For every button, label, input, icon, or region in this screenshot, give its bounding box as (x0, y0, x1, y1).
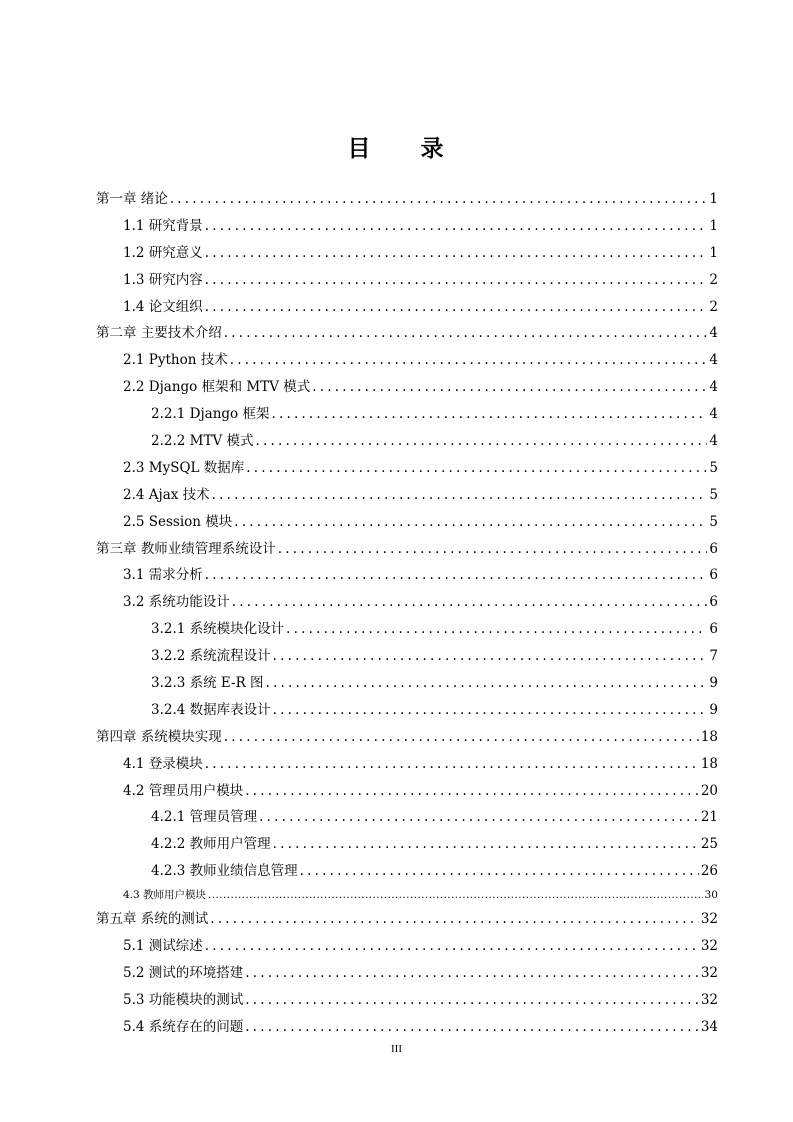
toc-entry[interactable] (96, 643, 718, 670)
toc-entry-label: 2.3 MySQL 数据库 (123, 459, 245, 476)
toc-leader-dots (245, 987, 699, 1014)
toc-entry-label: 3.2.4 数据库表设计 (151, 701, 271, 718)
toc-entry-label: 5.1 测试综述 (123, 938, 203, 955)
toc-entry-label: 3.2.3 系统 E-R 图 (151, 675, 264, 692)
toc-entry-label: 第三章 教师业绩管理系统设计 (96, 540, 276, 557)
toc-entry-page: 5 (709, 459, 718, 476)
toc-entry-label: 2.2.2 MTV 模式 (151, 433, 254, 450)
toc-entry-page: 1 (709, 191, 718, 207)
toc-leader-dots (273, 643, 707, 670)
toc-leader-dots (205, 933, 699, 960)
toc-title-right: 录 (420, 136, 446, 162)
toc-entry-page: 2 (709, 298, 718, 315)
toc-entry-label: 5.4 系统存在的问题 (123, 1018, 244, 1035)
toc-entry-label: 第二章 主要技术介绍 (96, 325, 222, 342)
toc-entry-page: 4 (709, 433, 718, 450)
toc-leader-dots (259, 804, 699, 831)
toc-entry-page: 30 (704, 889, 718, 902)
toc-entry[interactable] (96, 804, 718, 831)
toc-entry-page: 18 (700, 728, 718, 745)
toc-entry-label: 第四章 系统模块实现 (96, 728, 222, 745)
toc-entry[interactable] (96, 670, 718, 697)
toc-leader-dots (256, 428, 707, 455)
toc-entry[interactable] (96, 987, 718, 1014)
toc-entry-label: 4.2.3 教师业绩信息管理 (151, 863, 298, 880)
toc-leader-dots (266, 670, 707, 697)
toc-entry-page: 18 (700, 755, 718, 772)
toc-entry-label: 1.1 研究背景 (123, 217, 203, 234)
toc-entry-page: 20 (700, 782, 718, 799)
toc-entry-page: 34 (700, 1018, 718, 1035)
toc-entry-label: 3.2.2 系统流程设计 (151, 648, 271, 665)
toc-entry-label: 1.2 研究意义 (123, 244, 203, 261)
toc-title (0, 130, 793, 163)
toc-entry[interactable] (96, 267, 718, 294)
toc-entry[interactable] (96, 320, 718, 347)
toc-entry[interactable] (96, 401, 718, 428)
toc-entry-page: 4 (709, 325, 718, 342)
toc-entry-label: 3.2.1 系统模块化设计 (151, 621, 285, 638)
toc-leader-dots (312, 374, 707, 401)
toc-entry-label: 第五章 系统的测试 (96, 911, 209, 928)
toc-entry-label: 2.2 Django 框架和 MTV 模式 (123, 379, 311, 396)
toc-entry-page: 2 (709, 271, 718, 288)
toc-entry-page: 6 (709, 594, 718, 611)
toc-leader-dots (205, 213, 707, 240)
toc-entry-page: 7 (709, 648, 718, 665)
toc-leader-dots (212, 482, 707, 509)
toc-entry[interactable] (96, 960, 718, 987)
toc-leader-dots (224, 724, 699, 751)
toc-entry-label: 4.2.1 管理员管理 (151, 809, 258, 826)
toc-entry[interactable] (96, 455, 718, 482)
toc-entry-page: 6 (709, 540, 718, 557)
toc-leader-dots (224, 320, 707, 347)
toc-entry[interactable] (96, 589, 718, 616)
toc-entry-label: 2.1 Python 技术 (123, 352, 228, 369)
toc-entry[interactable] (96, 213, 718, 240)
toc-entry-label: 3.2 系统功能设计 (123, 594, 230, 611)
toc-entry-page: 21 (700, 809, 718, 826)
toc-leader-dots (208, 885, 703, 906)
table-of-contents (96, 186, 718, 1041)
toc-entry[interactable] (96, 1014, 718, 1041)
toc-leader-dots (205, 267, 707, 294)
toc-leader-dots (170, 186, 707, 213)
toc-entry-page: 32 (700, 938, 718, 955)
toc-entry-label: 3.1 需求分析 (123, 567, 203, 584)
page-number: III (391, 1043, 402, 1055)
toc-leader-dots (273, 697, 707, 724)
toc-entry[interactable] (96, 294, 718, 321)
toc-entry-page: 6 (709, 621, 718, 638)
toc-entry-page: 4 (709, 379, 718, 396)
toc-entry-page: 32 (700, 964, 718, 981)
toc-entry-page: 4 (709, 406, 718, 423)
toc-entry[interactable] (96, 374, 718, 401)
toc-leader-dots (245, 778, 699, 805)
toc-entry-label: 4.2 管理员用户模块 (123, 782, 244, 799)
toc-leader-dots (205, 751, 699, 778)
toc-leader-dots (234, 509, 707, 536)
toc-entry[interactable] (96, 906, 718, 933)
toc-entry-label: 5.2 测试的环境搭建 (123, 964, 244, 981)
toc-entry-page: 6 (709, 567, 718, 584)
toc-entry-label: 2.5 Session 模块 (123, 513, 233, 530)
toc-entry-page: 5 (709, 513, 718, 530)
toc-entry-page: 1 (709, 217, 718, 234)
toc-entry[interactable] (96, 428, 718, 455)
toc-entry-label: 2.2.1 Django 框架 (151, 406, 270, 423)
toc-entry-label: 2.4 Ajax 技术 (123, 486, 210, 503)
toc-entry[interactable] (96, 562, 718, 589)
toc-leader-dots (205, 562, 707, 589)
toc-entry-page: 5 (709, 486, 718, 503)
toc-leader-dots (278, 536, 707, 563)
toc-entry[interactable] (96, 697, 718, 724)
toc-leader-dots (245, 1014, 699, 1041)
toc-entry[interactable] (96, 933, 718, 960)
toc-entry-page: 32 (700, 991, 718, 1008)
toc-entry-label: 1.4 论文组织 (123, 298, 203, 315)
toc-entry[interactable] (96, 240, 718, 267)
toc-leader-dots (210, 906, 699, 933)
toc-title-left: 目 (347, 136, 373, 162)
toc-entry[interactable] (96, 831, 718, 858)
toc-entry[interactable] (96, 885, 718, 906)
toc-entry-label: 第一章 绪论 (96, 191, 168, 207)
toc-leader-dots (205, 294, 707, 321)
toc-entry-label: 1.3 研究内容 (123, 271, 203, 288)
toc-entry-label: 5.3 功能模块的测试 (123, 991, 244, 1008)
toc-entry-page: 9 (709, 675, 718, 692)
toc-entry-page: 1 (709, 244, 718, 261)
toc-leader-dots (300, 858, 699, 885)
toc-entry[interactable] (96, 482, 718, 509)
toc-leader-dots (230, 347, 707, 374)
toc-leader-dots (273, 831, 699, 858)
toc-entry-page: 26 (700, 863, 718, 880)
toc-entry-page: 32 (700, 911, 718, 928)
toc-entry[interactable] (96, 616, 718, 643)
toc-leader-dots (246, 455, 707, 482)
toc-entry-label: 4.2.2 教师用户管理 (151, 836, 271, 853)
toc-entry[interactable] (96, 536, 718, 563)
toc-leader-dots (286, 616, 707, 643)
toc-entry[interactable] (96, 751, 718, 778)
toc-entry[interactable] (96, 347, 718, 374)
toc-entry-label: 4.3 教师用户模块 (123, 889, 207, 902)
toc-entry-page: 4 (709, 352, 718, 369)
toc-entry[interactable] (96, 858, 718, 885)
toc-entry[interactable] (96, 186, 718, 213)
toc-entry[interactable] (96, 509, 718, 536)
toc-leader-dots (232, 589, 707, 616)
toc-entry-page: 9 (709, 701, 718, 718)
toc-leader-dots (245, 960, 699, 987)
toc-entry-label: 4.1 登录模块 (123, 755, 203, 772)
toc-entry[interactable] (96, 778, 718, 805)
toc-entry[interactable] (96, 724, 718, 751)
toc-leader-dots (271, 401, 707, 428)
toc-leader-dots (205, 240, 707, 267)
toc-entry-page: 25 (700, 836, 718, 853)
